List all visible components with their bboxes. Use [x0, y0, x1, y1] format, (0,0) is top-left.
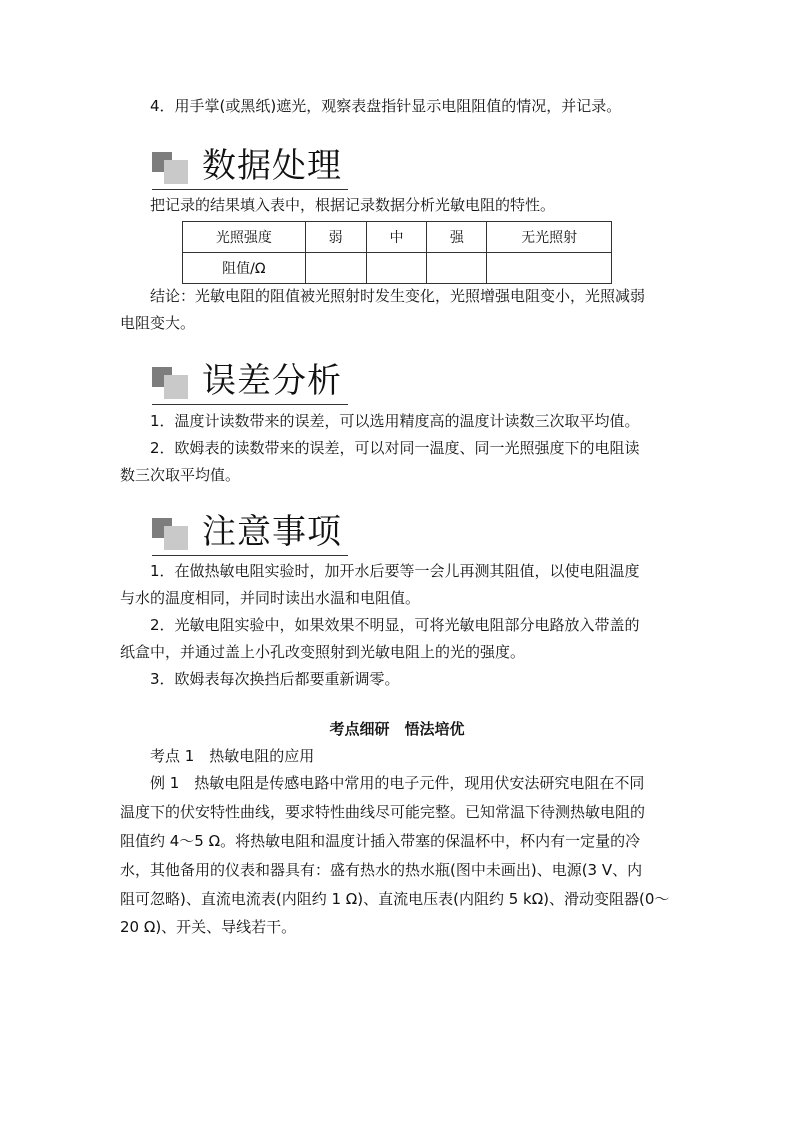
table-cell-empty — [487, 253, 612, 284]
section-header-notes — [152, 512, 348, 556]
section-title: 注意事项 — [202, 512, 342, 552]
light-resistance-table — [182, 221, 612, 284]
section-title: 误差分析 — [202, 361, 342, 401]
example-line-6: 20 Ω)、开关、导线若干。 — [120, 918, 297, 936]
table-row-label: 阻值/Ω — [183, 253, 306, 284]
table-header-cell: 光照强度 — [183, 222, 306, 253]
section-title: 数据处理 — [202, 146, 342, 186]
section-header-data-processing — [152, 146, 348, 190]
example-line-3: 阻值约 4～5 Ω。将热敏电阻和温度计插入带塞的保温杯中，杯内有一定量的冷 — [120, 832, 641, 850]
section-header-error-analysis — [152, 361, 348, 405]
table-header-cell: 无光照射 — [487, 222, 612, 253]
error-item-2-line-2: 数三次取平均值。 — [120, 466, 241, 484]
conclusion-line-1: 结论：光敏电阻的阻值被光照射时发生变化，光照增强电阻变小，光照减弱 — [150, 287, 646, 305]
header-square-light — [164, 526, 188, 550]
conclusion-line-2: 电阻变大。 — [120, 314, 196, 332]
kaodian-heading: 考点 1 热敏电阻的应用 — [150, 747, 315, 765]
note-item-3: 3．欧姆表每次换挡后都要重新调零。 — [150, 670, 400, 688]
error-item-1: 1．温度计读数带来的误差，可以选用精度高的温度计读数三次取平均值。 — [150, 412, 640, 430]
table-cell-empty — [305, 253, 366, 284]
part-heading: 考点细研 悟法培优 — [329, 720, 465, 738]
header-underline — [152, 189, 348, 190]
table-row — [183, 222, 612, 253]
header-underline — [152, 404, 348, 405]
example-line-5: 阻可忽略)、直流电流表(内阻约 1 Ω)、直流电压表(内阻约 5 kΩ)、滑动变阻器(0～ — [120, 890, 670, 908]
table-row — [183, 253, 612, 284]
table-header-cell: 中 — [366, 222, 427, 253]
table-header-cell: 弱 — [305, 222, 366, 253]
header-square-light — [164, 160, 188, 184]
header-underline — [152, 555, 348, 556]
error-item-2-line-1: 2．欧姆表的读数带来的误差，可以对同一温度、同一光照强度下的电阻读 — [150, 439, 640, 457]
note-item-2-line-1: 2．光敏电阻实验中，如果效果不明显，可将光敏电阻部分电路放入带盖的 — [150, 616, 640, 634]
note-item-1-line-1: 1．在做热敏电阻实验时，加开水后要等一会儿再测其阻值，以使电阻温度 — [150, 562, 640, 580]
example-line-2: 温度下的伏安特性曲线，要求特性曲线尽可能完整。已知常温下待测热敏电阻的 — [120, 803, 646, 821]
table-cell-empty — [366, 253, 427, 284]
table-header-cell: 强 — [427, 222, 487, 253]
example-line-1: 例 1 热敏电阻是传感电路中常用的电子元件，现用伏安法研究电阻在不同 — [150, 774, 645, 792]
example-line-4: 水，其他备用的仪表和器具有：盛有热水的热水瓶(图中未画出)、电源(3 V、内 — [120, 861, 643, 879]
table-cell-empty — [427, 253, 487, 284]
note-item-1-line-2: 与水的温度相同，并同时读出水温和电阻值。 — [120, 589, 421, 607]
note-item-2-line-2: 纸盒中，并通过盖上小孔改变照射到光敏电阻上的光的强度。 — [120, 643, 526, 661]
step-4-text: 4．用手掌(或黑纸)遮光，观察表盘指针显示电阻阻值的情况，并记录。 — [150, 97, 622, 115]
header-square-light — [164, 375, 188, 399]
data-intro-text: 把记录的结果填入表中，根据记录数据分析光敏电阻的特性。 — [150, 196, 556, 214]
